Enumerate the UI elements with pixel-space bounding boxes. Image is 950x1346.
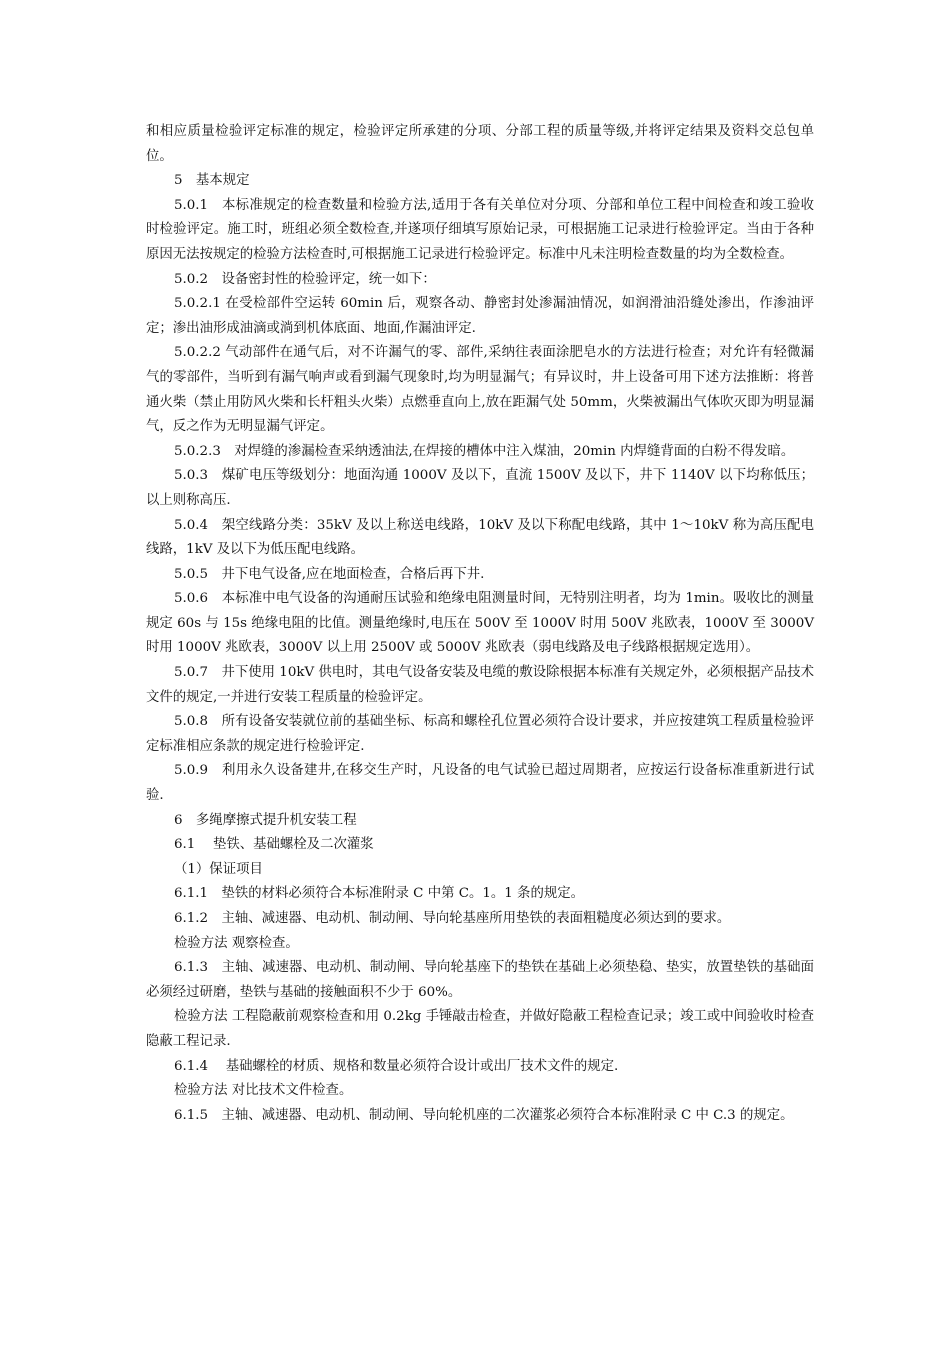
section-heading-5: 5 基本规定 — [174, 173, 250, 189]
inspection-method-6-1-4: 检验方法 对比技术文件检查。 — [174, 1083, 353, 1099]
clause-5-0-9: 5.0.9 利用永久设备建井,在移交生产时，凡设备的电气试验已超过周期者，应按运行设备标准重新进行试验. — [146, 763, 814, 804]
clause-6-1-3: 6.1.3 主轴、减速器、电动机、制动闸、导向轮基座下的垫铁在基础上必须垫稳、垫实，放置垫铁的基础面必须经过研磨，垫铁与基础的接触面积不少于 60%。 — [146, 960, 814, 1000]
clause-5-0-2: 5.0.2 设备密封性的检验评定，统一如下： — [174, 271, 436, 287]
clause-5-0-2-3: 5.0.2.3 对焊缝的渗漏检查采纳透油法,在焊接的槽体中注入煤油，20min 内焊缝背面的白粉不得发暗。 — [174, 443, 795, 459]
inspection-method-6-1-2: 检验方法 观察检查。 — [174, 935, 299, 951]
document-body — [146, 120, 814, 1128]
clause-5-0-2-1: 5.0.2.1 在受检部件空运转 60min 后，观察各动、静密封处渗漏油情况，如润滑油沿缝处渗出，作渗油评定；渗出油形成油滴或淌到机体底面、地面,作漏油评定. — [146, 296, 814, 336]
section-heading-6: 6 多绳摩擦式提升机安装工程 — [174, 812, 357, 828]
clause-5-0-4: 5.0.4 架空线路分类：35kV 及以上称送电线路，10kV 及以下称配电线路，其中 1～10kV 称为高压配电线路，1kV 及以下为低压配电线路。 — [146, 517, 814, 558]
clause-6-1-4: 6.1.4 基础螺栓的材质、规格和数量必须符合设计或出厂技术文件的规定. — [174, 1058, 619, 1074]
section-heading-6-1: 6.1 垫铁、基础螺栓及二次灌浆 — [174, 837, 374, 853]
clause-5-0-5: 5.0.5 井下电气设备,应在地面检查，合格后再下井. — [174, 566, 485, 582]
clause-6-1-2: 6.1.2 主轴、减速器、电动机、制动闸、导向轮基座所用垫铁的表面粗糙度必须达到的要求。 — [174, 911, 731, 926]
clause-5-0-6: 5.0.6 本标准中电气设备的沟通耐压试验和绝缘电阻测量时间，无特别注明者，均为 1min。吸收比的测量规定 60s 与 15s 绝缘电阻的比值。测量绝缘时,电压在 500V 至 1000V 时用 500V 兆欧表，1000V 至 3000V 时用 1000V 兆欧表，3000V 以上用 2500V 或 5000V 兆欧表（弱电线路及电子线路根据规定选用）。 — [146, 591, 814, 656]
paragraph-intro: 和相应质量检验评定标准的规定，检验评定所承建的分项、分部工程的质量等级,并将评定结果及资料交总包单位。 — [146, 124, 814, 164]
inspection-method-6-1-3: 检验方法 工程隐蔽前观察检查和用 0.2kg 手锤敲击检查，并做好隐蔽工程检查记录；竣工或中间验收时检查隐蔽工程记录. — [146, 1009, 814, 1049]
clause-5-0-7: 5.0.7 井下使用 10kV 供电时，其电气设备安装及电缆的敷设除根据本标准有关规定外，必须根据产品技术文件的规定,一并进行安装工程质量的检验评定。 — [146, 665, 814, 705]
clause-5-0-1: 5.0.1 本标准规定的检查数量和检验方法,适用于各有关单位对分项、分部和单位工程中间检查和竣工验收时检验评定。施工时，班组必须全数检查,并遂项仔细填写原始记录，可根据施工记录进行检验评定。当由于各种原因无法按规定的检验方法检查时,可根据施工记录进行检验评定。标准中凡未注明检查数量的均为全数检查。 — [146, 197, 814, 262]
clause-6-1-1: 6.1.1 垫铁的材料必须符合本标准附录 C 中第 C。1。1 条的规定。 — [174, 886, 585, 902]
clause-5-0-3: 5.0.3 煤矿电压等级划分：地面沟通 1000V 及以下，直流 1500V 及以下，井下 1140V 以下均称低压；以上则称高压. — [146, 468, 814, 508]
clause-5-0-8: 5.0.8 所有设备安装就位前的基础坐标、标高和螺栓孔位置必须符合设计要求，并应按建筑工程质量检验评定标准相应条款的规定进行检验评定. — [146, 714, 814, 754]
clause-5-0-2-2: 5.0.2.2 气动部件在通气后，对不许漏气的零、部件,采纳往表面涂肥皂水的方法进行检查；对允许有轻微漏气的零部件，当听到有漏气响声或看到漏气现象时,均为明显漏气；有异议时，井上设备可用下述方法推断：将普通火柴（禁止用防风火柴和长杆粗头火柴）点燃垂直向上,放在距漏气处 50mm，火柴被漏出气体吹灭即为明显漏气，反之作为无明显漏气评定。 — [146, 345, 814, 435]
clause-6-1-5: 6.1.5 主轴、减速器、电动机、制动闸、导向轮机座的二次灌浆必须符合本标准附录 C 中 C.3 的规定。 — [174, 1107, 794, 1123]
subheading-guarantee-items: （1）保证项目 — [174, 861, 263, 877]
